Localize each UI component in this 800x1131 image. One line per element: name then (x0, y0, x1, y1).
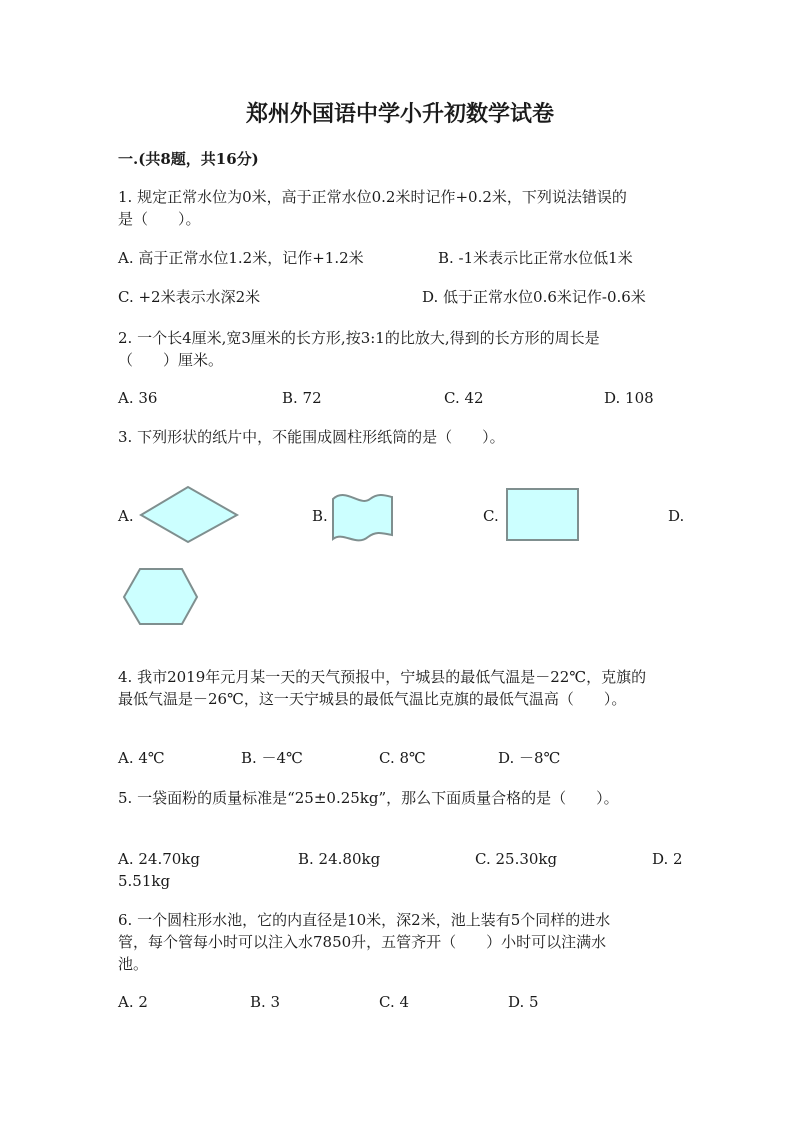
q1-option-c: C. +2米表示水深2米 (118, 288, 261, 306)
section-heading: 一.(共8题，共16分) (118, 150, 259, 168)
q4-line-1: 4. 我市2019年元月某一天的天气预报中，宁城县的最低气温是－22℃，克旗的 (118, 668, 647, 686)
rectangle-shape (505, 487, 581, 543)
q3-option-c: C. (483, 507, 499, 525)
q2-option-b: B. 72 (282, 389, 322, 407)
q3-option-b: B. (312, 507, 328, 525)
q6-option-b: B. 3 (250, 993, 281, 1011)
q6-line-3: 池。 (118, 955, 149, 973)
q3-option-a: A. (118, 507, 134, 525)
q2-option-d: D. 108 (604, 389, 654, 407)
q1-option-b: B. -1米表示比正常水位低1米 (438, 249, 633, 267)
wavy-sheet-shape (330, 489, 396, 547)
q4-option-a: A. 4℃ (118, 749, 165, 767)
q5-option-c: C. 25.30kg (475, 850, 558, 868)
rhombus-shape (138, 484, 242, 546)
exam-title: 郑州外国语中学小升初数学试卷 (245, 101, 554, 127)
q2-option-c: C. 42 (444, 389, 484, 407)
q1-line-2: 是（ ）。 (118, 210, 201, 228)
q3-line-1: 3. 下列形状的纸片中，不能围成圆柱形纸筒的是（ ）。 (118, 428, 505, 446)
q4-option-c: C. 8℃ (379, 749, 426, 767)
q5-option-b: B. 24.80kg (298, 850, 381, 868)
q4-option-b: B. －4℃ (241, 749, 303, 767)
q6-option-d: D. 5 (508, 993, 539, 1011)
q1-option-a: A. 高于正常水位1.2米，记作+1.2米 (118, 249, 364, 267)
q3-option-d: D. (668, 507, 685, 525)
q4-line-2: 最低气温是－26℃，这一天宁城县的最低气温比克旗的最低气温高（ ）。 (118, 690, 627, 708)
q2-line-1: 2. 一个长4厘米,宽3厘米的长方形,按3:1的比放大,得到的长方形的周长是 (118, 329, 600, 347)
q5-line-1: 5. 一袋面粉的质量标准是“25±0.25kg”，那么下面质量合格的是（ ）。 (118, 789, 619, 807)
q2-line-2: （ ）厘米。 (118, 351, 224, 369)
hexagon-shape (121, 566, 201, 628)
q5-option-a: A. 24.70kg (118, 850, 201, 868)
q4-option-d: D. －8℃ (498, 749, 561, 767)
q1-line-1: 1. 规定正常水位为0米，高于正常水位0.2米时记作+0.2米，下列说法错误的 (118, 188, 627, 206)
q6-line-2: 管，每个管每小时可以注入水7850升，五管齐开（ ）小时可以注满水 (118, 933, 607, 951)
q5-option-d-wrap: 5.51kg (118, 872, 171, 890)
q2-option-a: A. 36 (118, 389, 158, 407)
q5-option-d: D. 2 (652, 850, 683, 868)
q6-option-c: C. 4 (379, 993, 410, 1011)
q6-line-1: 6. 一个圆柱形水池，它的内直径是10米，深2米，池上装有5个同样的进水 (118, 911, 611, 929)
q6-option-a: A. 2 (118, 993, 148, 1011)
q1-option-d: D. 低于正常水位0.6米记作-0.6米 (422, 288, 646, 306)
